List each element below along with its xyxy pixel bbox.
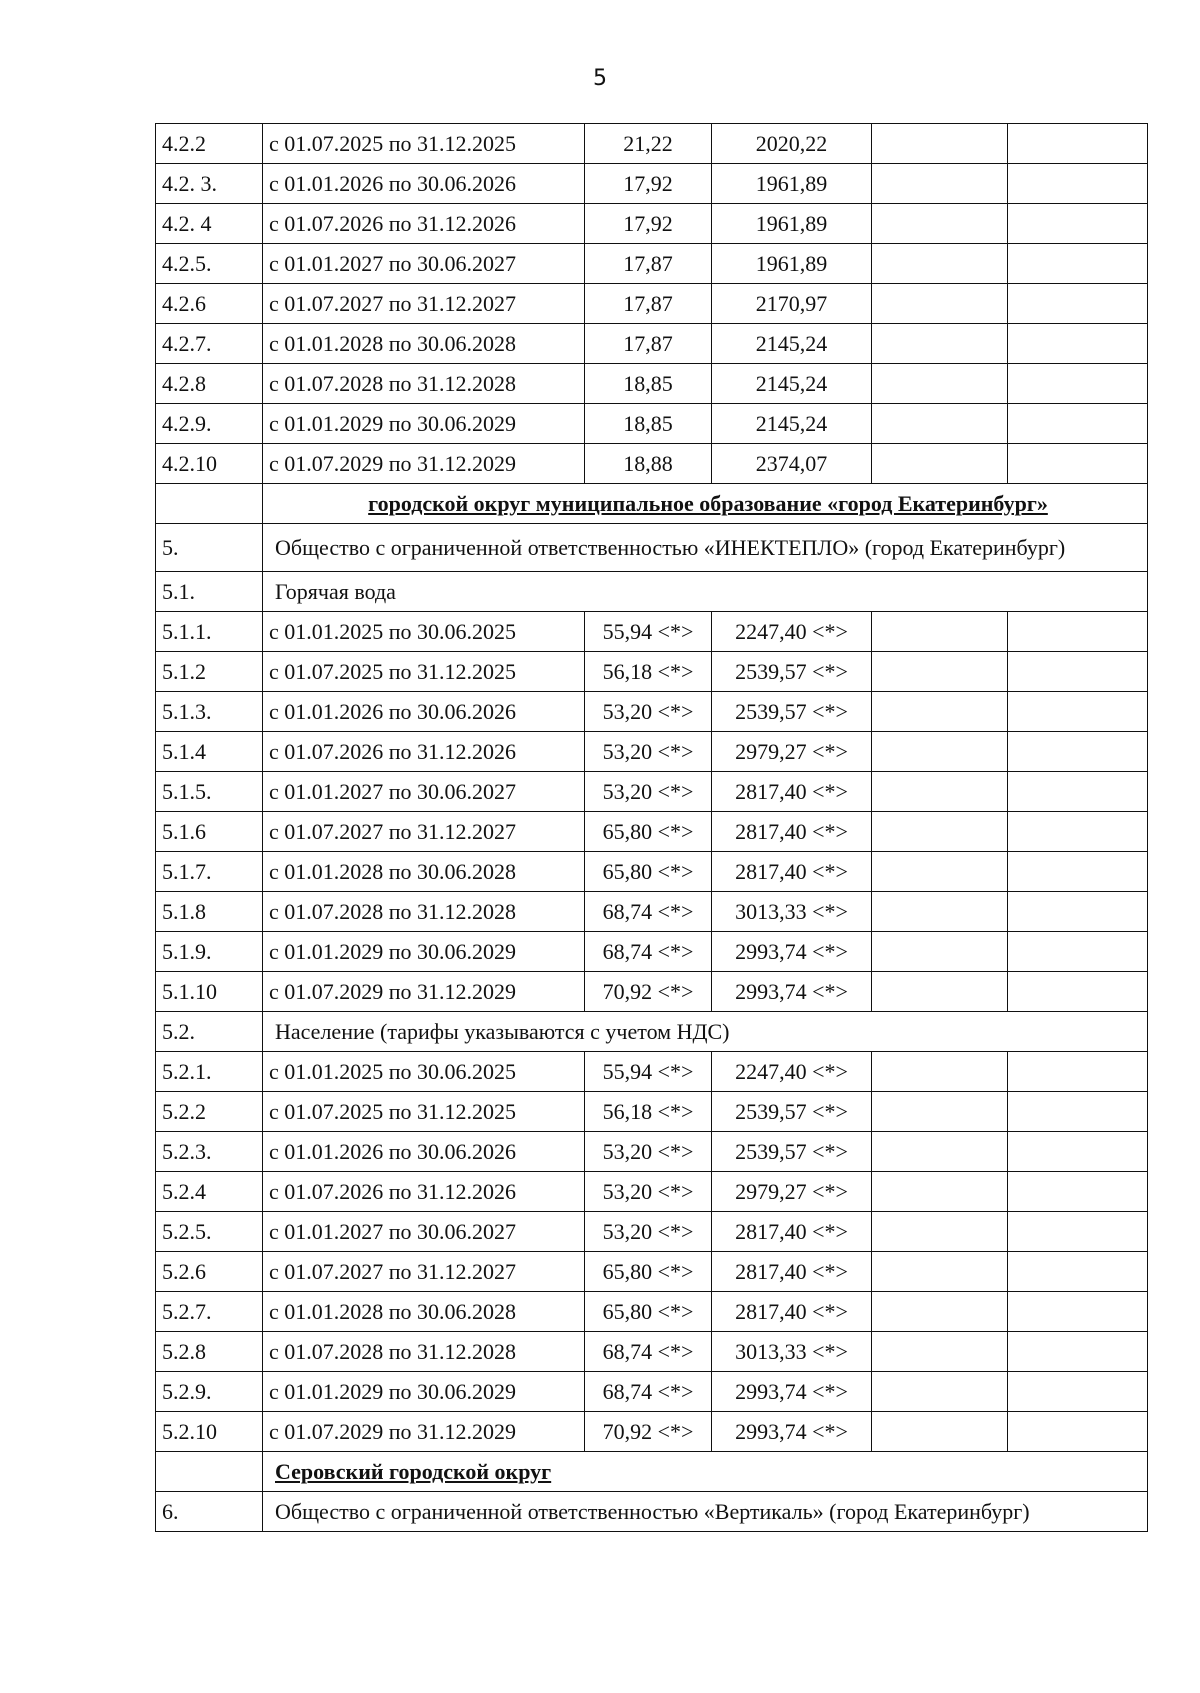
period-cell: с 01.01.2029 по 30.06.2029 xyxy=(263,1372,585,1412)
table-row xyxy=(156,1252,1148,1292)
row-number: 5.1.5. xyxy=(156,772,263,812)
table-row xyxy=(156,124,1148,164)
period-cell: с 01.07.2027 по 31.12.2027 xyxy=(263,284,585,324)
empty-cell xyxy=(1008,1212,1148,1252)
row-number: 5.2.1. xyxy=(156,1052,263,1092)
table-row xyxy=(156,812,1148,852)
value-cell: 53,20 <*> xyxy=(585,732,712,772)
value-cell: 2993,74 <*> xyxy=(712,932,872,972)
table-row xyxy=(156,444,1148,484)
period-cell: с 01.07.2026 по 31.12.2026 xyxy=(263,204,585,244)
empty-cell xyxy=(872,1212,1008,1252)
value-cell: 70,92 <*> xyxy=(585,972,712,1012)
value-cell: 2247,40 <*> xyxy=(712,612,872,652)
empty-cell xyxy=(872,444,1008,484)
empty-cell xyxy=(1008,1412,1148,1452)
empty-cell xyxy=(1008,1132,1148,1172)
empty-cell xyxy=(1008,812,1148,852)
value-cell: 2539,57 <*> xyxy=(712,1092,872,1132)
period-cell: с 01.07.2028 по 31.12.2028 xyxy=(263,892,585,932)
value-cell: 2539,57 <*> xyxy=(712,692,872,732)
empty-cell xyxy=(872,204,1008,244)
empty-cell xyxy=(872,1252,1008,1292)
empty-cell xyxy=(872,1092,1008,1132)
period-cell: с 01.07.2025 по 31.12.2025 xyxy=(263,652,585,692)
empty-cell xyxy=(872,892,1008,932)
row-number: 5.2.4 xyxy=(156,1172,263,1212)
empty-cell xyxy=(1008,1292,1148,1332)
empty-cell xyxy=(1008,324,1148,364)
empty-cell xyxy=(872,164,1008,204)
table-row xyxy=(156,772,1148,812)
value-cell: 2817,40 <*> xyxy=(712,1212,872,1252)
row-number: 4.2.6 xyxy=(156,284,263,324)
value-cell: 17,87 xyxy=(585,284,712,324)
empty-cell xyxy=(1008,652,1148,692)
value-cell: 2170,97 xyxy=(712,284,872,324)
empty-cell xyxy=(1008,364,1148,404)
row-number: 5.2.8 xyxy=(156,1332,263,1372)
section-heading-row xyxy=(156,1452,1148,1492)
period-cell: с 01.07.2025 по 31.12.2025 xyxy=(263,1092,585,1132)
table-row xyxy=(156,1052,1148,1092)
table-row xyxy=(156,1292,1148,1332)
value-cell: 2993,74 <*> xyxy=(712,1372,872,1412)
row-number: 5.2. xyxy=(156,1012,263,1052)
empty-cell xyxy=(872,652,1008,692)
table-row xyxy=(156,612,1148,652)
empty-cell xyxy=(1008,1052,1148,1092)
period-cell: с 01.07.2026 по 31.12.2026 xyxy=(263,732,585,772)
empty-cell xyxy=(872,692,1008,732)
row-number: 5.1.6 xyxy=(156,812,263,852)
section-title: Серовский городской округ xyxy=(263,1452,1148,1492)
empty-cell xyxy=(872,932,1008,972)
value-cell: 68,74 <*> xyxy=(585,932,712,972)
period-cell: с 01.01.2026 по 30.06.2026 xyxy=(263,164,585,204)
period-cell: с 01.01.2025 по 30.06.2025 xyxy=(263,612,585,652)
value-cell: 55,94 <*> xyxy=(585,1052,712,1092)
row-number: 4.2.9. xyxy=(156,404,263,444)
row-number: 5.2.7. xyxy=(156,1292,263,1332)
value-cell: 2817,40 <*> xyxy=(712,852,872,892)
empty-cell xyxy=(872,244,1008,284)
table-row xyxy=(156,652,1148,692)
period-cell: с 01.01.2026 по 30.06.2026 xyxy=(263,692,585,732)
empty-cell xyxy=(872,1292,1008,1332)
value-cell: 17,87 xyxy=(585,324,712,364)
value-cell: 21,22 xyxy=(585,124,712,164)
group-title-row xyxy=(156,1492,1148,1532)
group-title-row xyxy=(156,572,1148,612)
row-number: 5.2.6 xyxy=(156,1252,263,1292)
value-cell: 2817,40 <*> xyxy=(712,812,872,852)
empty-cell xyxy=(872,812,1008,852)
period-cell: с 01.07.2029 по 31.12.2029 xyxy=(263,1412,585,1452)
period-cell: с 01.01.2027 по 30.06.2027 xyxy=(263,244,585,284)
empty-cell xyxy=(1008,772,1148,812)
empty-cell xyxy=(1008,892,1148,932)
table-row xyxy=(156,692,1148,732)
empty-cell xyxy=(1008,972,1148,1012)
period-cell: с 01.01.2026 по 30.06.2026 xyxy=(263,1132,585,1172)
table-row xyxy=(156,852,1148,892)
period-cell: с 01.07.2028 по 31.12.2028 xyxy=(263,364,585,404)
row-number: 5.1.3. xyxy=(156,692,263,732)
table-row xyxy=(156,932,1148,972)
value-cell: 70,92 <*> xyxy=(585,1412,712,1452)
period-cell: с 01.01.2029 по 30.06.2029 xyxy=(263,932,585,972)
table-row xyxy=(156,1412,1148,1452)
table-row xyxy=(156,1132,1148,1172)
empty-cell xyxy=(872,1372,1008,1412)
empty-cell xyxy=(872,1132,1008,1172)
empty-cell xyxy=(872,284,1008,324)
value-cell: 53,20 <*> xyxy=(585,692,712,732)
period-cell: с 01.07.2025 по 31.12.2025 xyxy=(263,124,585,164)
value-cell: 56,18 <*> xyxy=(585,652,712,692)
table-row xyxy=(156,164,1148,204)
value-cell: 2145,24 xyxy=(712,404,872,444)
period-cell: с 01.01.2028 по 30.06.2028 xyxy=(263,324,585,364)
table-row xyxy=(156,204,1148,244)
value-cell: 17,92 xyxy=(585,204,712,244)
value-cell: 18,85 xyxy=(585,404,712,444)
row-number: 5. xyxy=(156,524,263,572)
value-cell: 2817,40 <*> xyxy=(712,772,872,812)
empty-cell xyxy=(1008,932,1148,972)
empty-cell xyxy=(872,612,1008,652)
empty-cell xyxy=(872,1052,1008,1092)
value-cell: 2247,40 <*> xyxy=(712,1052,872,1092)
group-title-row xyxy=(156,524,1148,572)
period-cell: с 01.01.2029 по 30.06.2029 xyxy=(263,404,585,444)
empty-cell xyxy=(156,1452,263,1492)
value-cell: 68,74 <*> xyxy=(585,1372,712,1412)
period-cell: с 01.01.2025 по 30.06.2025 xyxy=(263,1052,585,1092)
empty-cell xyxy=(872,772,1008,812)
table-row xyxy=(156,732,1148,772)
empty-cell xyxy=(1008,1372,1148,1412)
value-cell: 65,80 <*> xyxy=(585,812,712,852)
row-number: 5.1.4 xyxy=(156,732,263,772)
value-cell: 2817,40 <*> xyxy=(712,1292,872,1332)
row-number: 5.1.7. xyxy=(156,852,263,892)
empty-cell xyxy=(872,1412,1008,1452)
period-cell: с 01.07.2029 по 31.12.2029 xyxy=(263,972,585,1012)
value-cell: 2145,24 xyxy=(712,324,872,364)
empty-cell xyxy=(1008,1172,1148,1212)
value-cell: 1961,89 xyxy=(712,164,872,204)
table-row xyxy=(156,244,1148,284)
empty-cell xyxy=(1008,244,1148,284)
row-number: 4.2. 4 xyxy=(156,204,263,244)
row-number: 5.2.2 xyxy=(156,1092,263,1132)
group-title: Общество с ограниченной ответственностью «ИНЕКТЕПЛО» (город Екатеринбург) xyxy=(263,524,1148,572)
row-number: 5.1.1. xyxy=(156,612,263,652)
value-cell: 53,20 <*> xyxy=(585,1172,712,1212)
value-cell: 65,80 <*> xyxy=(585,1252,712,1292)
row-number: 5.2.9. xyxy=(156,1372,263,1412)
table-row xyxy=(156,1092,1148,1132)
table-row xyxy=(156,972,1148,1012)
value-cell: 2817,40 <*> xyxy=(712,1252,872,1292)
value-cell: 53,20 <*> xyxy=(585,1212,712,1252)
tariff-table xyxy=(155,123,1148,1532)
value-cell: 55,94 <*> xyxy=(585,612,712,652)
value-cell: 65,80 <*> xyxy=(585,1292,712,1332)
value-cell: 17,87 xyxy=(585,244,712,284)
section-title: городской округ муниципальное образование «город Екатеринбург» xyxy=(263,484,1148,524)
row-number: 4.2.2 xyxy=(156,124,263,164)
empty-cell xyxy=(872,404,1008,444)
value-cell: 53,20 <*> xyxy=(585,772,712,812)
row-number: 5.2.3. xyxy=(156,1132,263,1172)
empty-cell xyxy=(872,1172,1008,1212)
empty-cell xyxy=(1008,1332,1148,1372)
value-cell: 53,20 <*> xyxy=(585,1132,712,1172)
empty-cell xyxy=(1008,1092,1148,1132)
period-cell: с 01.01.2028 по 30.06.2028 xyxy=(263,852,585,892)
value-cell: 3013,33 <*> xyxy=(712,1332,872,1372)
row-number: 5.1.9. xyxy=(156,932,263,972)
empty-cell xyxy=(1008,612,1148,652)
empty-cell xyxy=(872,124,1008,164)
value-cell: 2993,74 <*> xyxy=(712,972,872,1012)
value-cell: 1961,89 xyxy=(712,204,872,244)
value-cell: 2020,22 xyxy=(712,124,872,164)
row-number: 4.2.8 xyxy=(156,364,263,404)
table-row xyxy=(156,284,1148,324)
value-cell: 3013,33 <*> xyxy=(712,892,872,932)
tariff-table-body xyxy=(156,124,1148,1532)
table-row xyxy=(156,1172,1148,1212)
empty-cell xyxy=(872,852,1008,892)
table-row xyxy=(156,1372,1148,1412)
empty-cell xyxy=(156,484,263,524)
group-title-row xyxy=(156,1012,1148,1052)
period-cell: с 01.07.2026 по 31.12.2026 xyxy=(263,1172,585,1212)
row-number: 5.1.8 xyxy=(156,892,263,932)
value-cell: 18,85 xyxy=(585,364,712,404)
group-title: Население (тарифы указываются с учетом НДС) xyxy=(263,1012,1148,1052)
empty-cell xyxy=(872,972,1008,1012)
period-cell: с 01.07.2027 по 31.12.2027 xyxy=(263,1252,585,1292)
group-title: Горячая вода xyxy=(263,572,1148,612)
value-cell: 56,18 <*> xyxy=(585,1092,712,1132)
row-number: 4.2.7. xyxy=(156,324,263,364)
empty-cell xyxy=(1008,164,1148,204)
empty-cell xyxy=(1008,732,1148,772)
value-cell: 2539,57 <*> xyxy=(712,652,872,692)
empty-cell xyxy=(1008,852,1148,892)
value-cell: 1961,89 xyxy=(712,244,872,284)
value-cell: 2374,07 xyxy=(712,444,872,484)
period-cell: с 01.01.2027 по 30.06.2027 xyxy=(263,772,585,812)
row-number: 4.2.5. xyxy=(156,244,263,284)
row-number: 4.2.10 xyxy=(156,444,263,484)
row-number: 5.1.2 xyxy=(156,652,263,692)
period-cell: с 01.01.2027 по 30.06.2027 xyxy=(263,1212,585,1252)
value-cell: 18,88 xyxy=(585,444,712,484)
group-title: Общество с ограниченной ответственностью «Вертикаль» (город Екатеринбург) xyxy=(263,1492,1148,1532)
empty-cell xyxy=(1008,444,1148,484)
table-row xyxy=(156,404,1148,444)
period-cell: с 01.07.2028 по 31.12.2028 xyxy=(263,1332,585,1372)
empty-cell xyxy=(1008,404,1148,444)
value-cell: 2979,27 <*> xyxy=(712,732,872,772)
empty-cell xyxy=(1008,1252,1148,1292)
page-number: 5 xyxy=(593,66,607,91)
empty-cell xyxy=(1008,284,1148,324)
row-number: 4.2. 3. xyxy=(156,164,263,204)
row-number: 5.1. xyxy=(156,572,263,612)
empty-cell xyxy=(872,324,1008,364)
row-number: 5.2.5. xyxy=(156,1212,263,1252)
row-number: 6. xyxy=(156,1492,263,1532)
value-cell: 2145,24 xyxy=(712,364,872,404)
value-cell: 2993,74 <*> xyxy=(712,1412,872,1452)
row-number: 5.1.10 xyxy=(156,972,263,1012)
period-cell: с 01.07.2029 по 31.12.2029 xyxy=(263,444,585,484)
period-cell: с 01.07.2027 по 31.12.2027 xyxy=(263,812,585,852)
empty-cell xyxy=(1008,692,1148,732)
empty-cell xyxy=(1008,204,1148,244)
table-row xyxy=(156,1332,1148,1372)
section-heading-row xyxy=(156,484,1148,524)
value-cell: 2979,27 <*> xyxy=(712,1172,872,1212)
table-row xyxy=(156,1212,1148,1252)
table-row xyxy=(156,324,1148,364)
empty-cell xyxy=(872,732,1008,772)
value-cell: 68,74 <*> xyxy=(585,892,712,932)
period-cell: с 01.01.2028 по 30.06.2028 xyxy=(263,1292,585,1332)
empty-cell xyxy=(872,1332,1008,1372)
value-cell: 17,92 xyxy=(585,164,712,204)
row-number: 5.2.10 xyxy=(156,1412,263,1452)
empty-cell xyxy=(1008,124,1148,164)
table-row xyxy=(156,364,1148,404)
value-cell: 2539,57 <*> xyxy=(712,1132,872,1172)
value-cell: 68,74 <*> xyxy=(585,1332,712,1372)
value-cell: 65,80 <*> xyxy=(585,852,712,892)
table-row xyxy=(156,892,1148,932)
empty-cell xyxy=(872,364,1008,404)
